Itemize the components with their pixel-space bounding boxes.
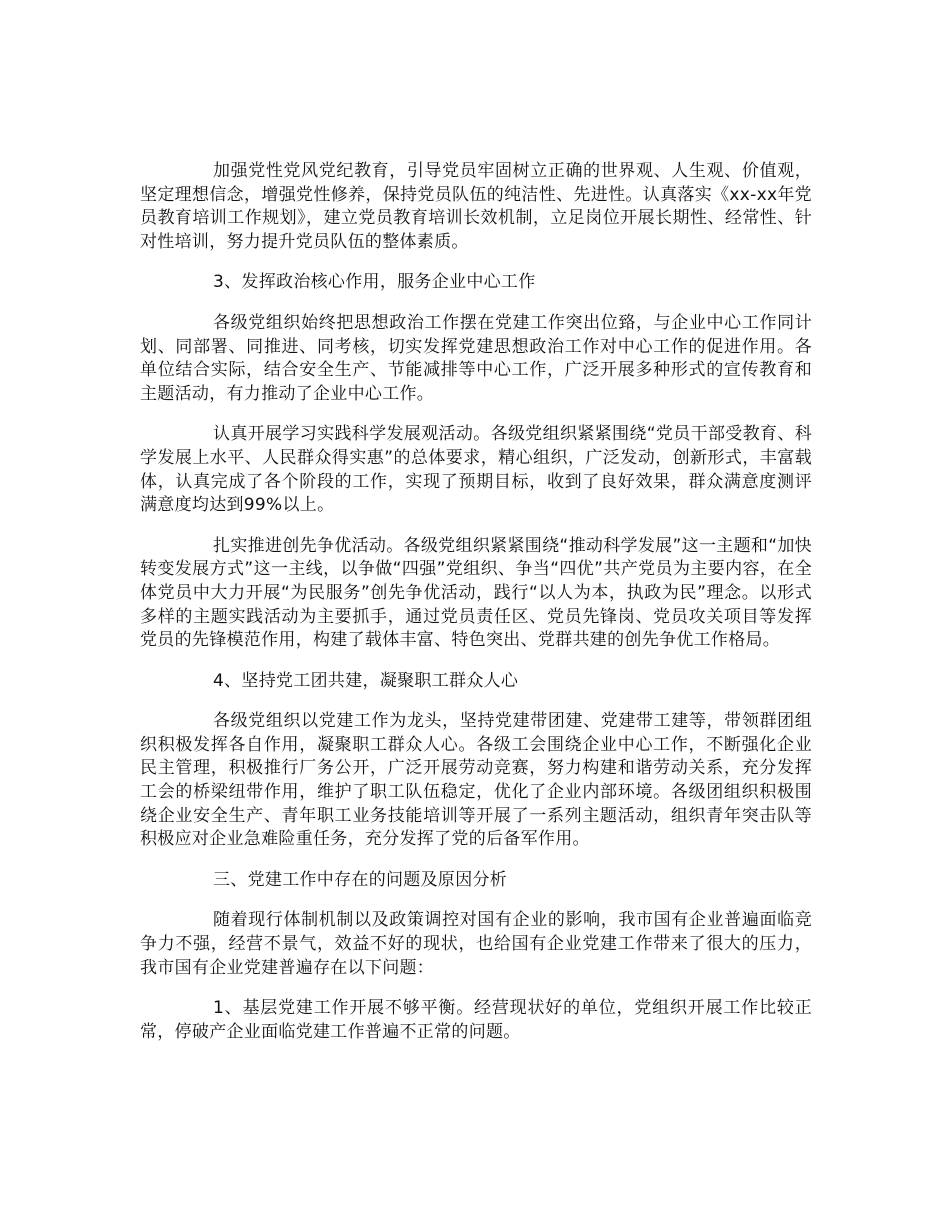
heading-political-core: 3、发挥政治核心作用，服务企业中心工作	[213, 272, 536, 293]
heading-problems-analysis: 三、党建工作中存在的问题及原因分析	[213, 869, 508, 890]
paragraph-scientific-development: 认真开展学习实践科学发展观活动。各级党组织紧紧围绕“党员干部受教育、科学发展上水平、人民群众得实惠”的总体要求，精心组织，广泛发动，创新形式，丰富载体，认真完成了各个阶段的工作，实现了预期目标，收到了良好效果，群众满意度测评满意度均达到99%以上。	[140, 424, 812, 516]
paragraph-problem-1: 1、基层党建工作开展不够平衡。经营现状好的单位，党组织开展工作比较正常，停破产企业面临党建工作普遍不正常的问题。	[140, 998, 812, 1042]
heading-party-union: 4、坚持党工团共建，凝聚职工群众人心	[213, 670, 519, 691]
document-body	[140, 160, 812, 1061]
paragraph-party-education: 加强党性党风党纪教育，引导党员牢固树立正确的世界观、人生观、价值观，坚定理想信念，增强党性修养，保持党员队伍的纯洁性、先进性。认真落实《xx-xx年党员教育培训工作规划》，建立党员教育培训长效机制，立足岗位开展长期性、经常性、针对性培训，努力提升党员队伍的整体素质。	[140, 161, 812, 252]
paragraph-political-work: 各级党组织始终把思想政治工作摆在党建工作突出位臵，与企业中心工作同计划、同部署、同推进、同考核，切实发挥党建思想政治工作对中心工作的促进作用。各单位结合实际，结合安全生产、节能减排等中心工作，广泛开展多种形式的宣传教育和主题活动，有力推动了企业中心工作。	[140, 312, 812, 404]
paragraph-problems-intro: 随着现行体制机制以及政策调控对国有企业的影响，我市国有企业普遍面临竞争力不强，经营不景气，效益不好的现状，也给国有企业党建工作带来了很大的压力，我市国有企业党建普遍存在以下问题：	[140, 910, 812, 978]
paragraph-excellence-activity: 扎实推进创先争优活动。各级党组织紧紧围绕“推动科学发展”这一主题和“加快转变发展方式”这一主线，以争做“四强”党组织、争当“四优”共产党员为主要内容，在全体党员中大力开展“为民服务”创先争优活动，践行“以人为本，执政为民”理念。以形式多样的主题实践活动为主要抓手，通过党员责任区、党员先锋岗、党员攻关项目等发挥党员的先锋模范作用，构建了载体丰富、特色突出、党群共建的创先争优工作格局。	[140, 535, 812, 651]
paragraph-party-union-work: 各级党组织以党建工作为龙头，坚持党建带团建、党建带工建等，带领群团组织积极发挥各自作用，凝聚职工群众人心。各级工会围绕企业中心工作，不断强化企业民主管理，积极推行厂务公开，广泛开展劳动竞赛，努力构建和谐劳动关系，充分发挥工会的桥梁纽带作用，维护了职工队伍稳定，优化了企业内部环境。各级团组织积极围绕企业安全生产、青年职工业务技能培训等开展了一系列主题活动，组织青年突击队等积极应对企业急难险重任务，充分发挥了党的后备军作用。	[140, 711, 812, 850]
